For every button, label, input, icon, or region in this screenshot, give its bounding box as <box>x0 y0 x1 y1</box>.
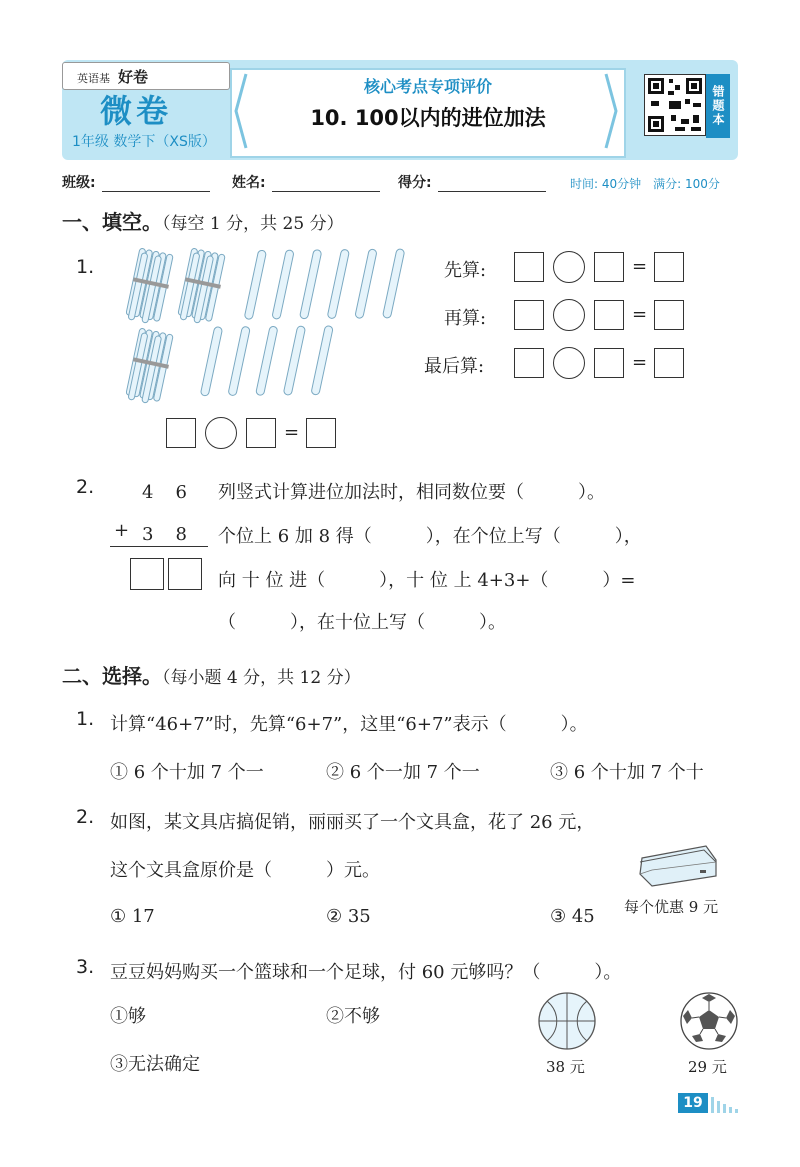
time-info: 时间: 40分钟 满分: 100分 <box>570 177 720 191</box>
s2q2-text2: 这个文具盒原价是（ ）元。 <box>110 860 380 881</box>
page-bars-icon <box>710 1093 740 1113</box>
section1-title: 一、填空。（每空 1 分，共 25 分） <box>62 210 344 234</box>
basketball-icon <box>536 990 598 1052</box>
answer-box[interactable] <box>306 418 336 448</box>
s2q1-option-2[interactable]: ② 6 个一加 7 个一 <box>326 762 480 783</box>
answer-box[interactable] <box>594 252 624 282</box>
s2q1-number: 1. <box>76 708 95 730</box>
wrong-book-label: 错题本 <box>706 74 730 138</box>
operator-circle[interactable] <box>205 417 237 449</box>
answer-box[interactable] <box>246 418 276 448</box>
s2q2-number: 2. <box>76 806 95 828</box>
name-field[interactable]: 姓名: <box>232 172 380 192</box>
answer-box[interactable] <box>594 348 624 378</box>
sum-line <box>110 546 208 547</box>
s2q3-text: 豆豆妈妈购买一个篮球和一个足球，付 60 元够吗？（ ）。 <box>110 962 622 983</box>
answer-box[interactable] <box>514 300 544 330</box>
then-label: 再算: <box>444 308 487 329</box>
answer-box[interactable] <box>654 300 684 330</box>
s2q3-option-2[interactable]: ②不够 <box>326 1006 380 1027</box>
addend-bottom: 3 8 <box>142 524 189 545</box>
answer-box[interactable] <box>654 348 684 378</box>
s2q3-option-3[interactable]: ③无法确定 <box>110 1054 200 1075</box>
q2-line1: 列竖式计算进位加法时，相同数位要（ ）。 <box>218 482 605 503</box>
answer-box[interactable] <box>130 558 164 590</box>
brand-logo: 英语基 好卷 <box>62 62 230 90</box>
s2q2-option-1[interactable]: ① 17 <box>110 906 155 927</box>
discount-caption: 每个优惠 9 元 <box>624 898 719 916</box>
qr-code-icon[interactable] <box>644 74 706 136</box>
series-title: 微卷 <box>100 92 173 130</box>
pencil-case-icon <box>636 840 720 890</box>
subtitle: 核心考点专项评价 <box>363 77 492 96</box>
sticks-illustration <box>126 244 416 404</box>
s2q2-option-2[interactable]: ② 35 <box>326 906 371 927</box>
equals-sign: = <box>632 304 648 325</box>
q2-line3: 向 十 位 进（ ），十 位 上 4+3+（ ）= <box>218 570 636 591</box>
s2q3-number: 3. <box>76 956 95 978</box>
plus-sign: + <box>114 520 130 541</box>
score-field[interactable]: 得分: <box>398 172 546 192</box>
q2-line4: （ ），在十位上写（ ）。 <box>218 612 506 633</box>
operator-circle[interactable] <box>553 251 585 283</box>
football-price: 29 元 <box>688 1058 727 1076</box>
s2q1-option-1[interactable]: ① 6 个十加 7 个一 <box>110 762 264 783</box>
answer-box[interactable] <box>514 252 544 282</box>
answer-box[interactable] <box>166 418 196 448</box>
answer-box[interactable] <box>168 558 202 590</box>
grade-label: 1年级 数学下（XS版） <box>72 134 216 150</box>
addend-top: 4 6 <box>142 482 189 503</box>
answer-box[interactable] <box>514 348 544 378</box>
answer-box[interactable] <box>654 252 684 282</box>
operator-circle[interactable] <box>553 299 585 331</box>
q1-number: 1. <box>76 256 95 278</box>
s2q1-option-3[interactable]: ③ 6 个十加 7 个十 <box>550 762 704 783</box>
class-field[interactable]: 班级: <box>62 172 210 192</box>
s2q1-text: 计算“46+7”时，先算“6+7”，这里“6+7”表示（ ）。 <box>110 714 588 735</box>
s2q3-option-1[interactable]: ①够 <box>110 1006 146 1027</box>
page-title: 10. 100以内的进位加法 <box>310 106 546 130</box>
answer-box[interactable] <box>594 300 624 330</box>
football-icon <box>678 990 740 1052</box>
q2-number: 2. <box>76 476 95 498</box>
first-label: 先算: <box>444 260 487 281</box>
section2-title: 二、选择。（每小题 4 分，共 12 分） <box>62 664 361 688</box>
equals-sign: = <box>284 422 300 443</box>
page-number: 19 <box>678 1093 708 1113</box>
s2q2-option-3[interactable]: ③ 45 <box>550 906 595 927</box>
s2q2-text1: 如图，某文具店搞促销，丽丽买了一个文具盒，花了 26 元， <box>110 812 595 833</box>
equals-sign: = <box>632 352 648 373</box>
last-label: 最后算: <box>424 356 485 377</box>
q2-line2: 个位上 6 加 8 得（ ），在个位上写（ ）， <box>218 526 642 547</box>
equals-sign: = <box>632 256 648 277</box>
operator-circle[interactable] <box>553 347 585 379</box>
basketball-price: 38 元 <box>546 1058 585 1076</box>
